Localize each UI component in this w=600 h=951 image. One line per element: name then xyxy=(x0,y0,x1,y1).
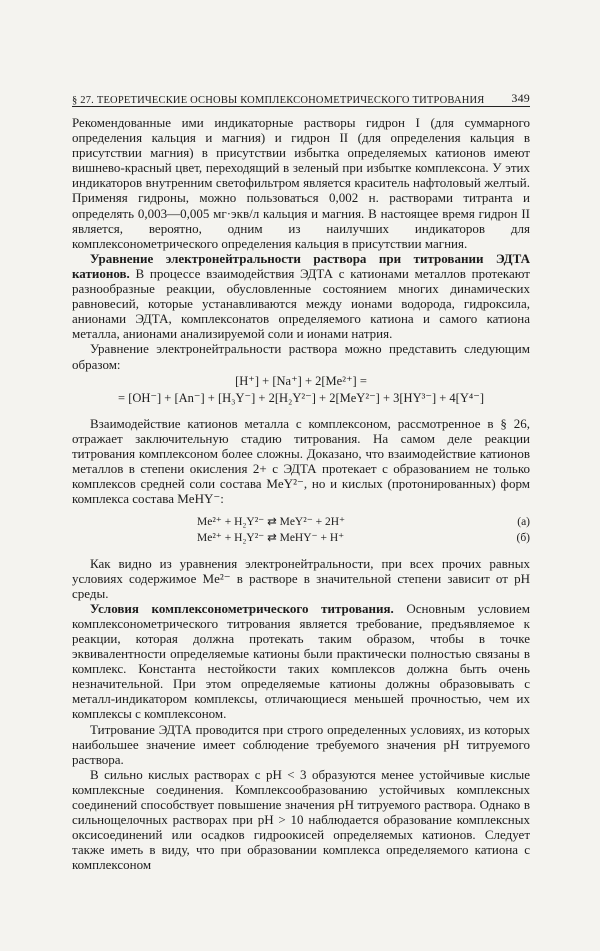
section-title: § 27. ТЕОРЕТИЧЕСКИЕ ОСНОВЫ КОМПЛЕКСОНОМЕТРИЧЕСКОГО ТИТРОВАНИЯ xyxy=(72,95,485,106)
paragraph: Рекомендованные ими индикаторные растворы гидрон I (для суммарного определения кальция и магния) и гидрон II (для определения кальция в присутствии магния) в присутствии избытка определяемых катионов имеют вишнево-красный цвет, переходящий в зеленый при избытке комплексона. У этих индикаторов внутренним светофильтром является краситель нафтоловый желтый. Применяя гидроны, можно пользоваться 0,002 н. растворами титранта и определять 0,003—0,005 мг·экв/л кальция и магния. В настоящее время гидрон II является, вероятно, одним из наилучших индикаторов для комплексонометрического определения кальция в присутствии магния. xyxy=(72,115,530,251)
reaction-a xyxy=(72,515,530,530)
paragraph: Как видно из уравнения электронейтральности, при всех прочих равных условиях содержимое Me²⁻ в растворе в значительной степени зависит от pH среды. xyxy=(72,555,530,601)
page-number: 349 xyxy=(511,91,530,105)
subheading: Уравнение электронейтральности раствора при титровании ЭДТА катионов. xyxy=(72,250,530,281)
running-header xyxy=(72,88,530,107)
reaction-label: (а) xyxy=(517,516,530,529)
paragraph-text: В процессе взаимодействия ЭДТА с катионами металлов протекают разнообразные реакции, обусловленные состоянием многих динамических равновесий, которые устанавливаются между ионами водорода, гидроксила, анионами ЭДТА, комплексонатов определяемого катиона и самого катиона металла, анионами анализируемой соли и ионами натрия. xyxy=(72,265,530,342)
paragraph-conditions xyxy=(72,601,530,722)
equation-line-2: = [OH⁻] + [An⁻] + [H₃Y⁻] + 2[H₂Y²⁻] + 2[MeY²⁻] + 3[HY³⁻] + 4[Y⁴⁻] xyxy=(118,390,484,405)
equation-line-1: [H⁺] + [Na⁺] + 2[Me²⁺] = xyxy=(235,373,367,388)
body-text xyxy=(72,115,530,873)
reaction-label: (б) xyxy=(516,532,530,545)
reaction-b xyxy=(72,531,530,546)
paragraph: Титрование ЭДТА проводится при строго определенных условиях, из которых наибольшее значение имеет соблюдение требуемого значения pH титруемого раствора. xyxy=(72,721,530,767)
paragraph-text: Основным условием комплексонометрического титрования является требование, предъявляемое к реакции, которая должна протекать таким образом, чтобы в точке эквивалентности определяемые катионы были практически полностью связаны в комплекс. Константа нестойкости таких комплексов должна быть очень незначительной. При этом определяемые катионы должны образовывать с металл-индикатором комплексы, отличающиеся меньшей прочностью, чем их комплексы с комплексоном. xyxy=(72,600,531,722)
paragraph-electroneutrality xyxy=(72,251,530,342)
paragraph: Взаимодействие катионов металла с комплексоном, рассмотренное в § 26, отражает заключительную стадию титрования. На самом деле реакции титрования комплексоном более сложны. Доказано, что взаимодействие катионов металлов в степени окисления 2+ с ЭДТА протекает с образованием не только комплексов средней соли состава MeY²⁻, но и кислых (протонированных) форм комплекса состава MeHY⁻: xyxy=(72,415,530,507)
paragraph: В сильно кислых растворах с pH < 3 образуются менее устойчивые кислые комплексные соединения. Комплексообразованию устойчивых комплексных соединений способствует повышение значения pH титруемого раствора. Однако в сильнощелочных растворах при pH > 10 наблюдается образование комплексных оксисоединений или осадков гидроокисей определяемых катионов. Следует также иметь в виду, что при образовании комплекса определяемого катиона с комплексоном xyxy=(72,766,530,873)
reaction-formula: Me²⁺ + H₂Y²⁻ ⇄ MeHY⁻ + H⁺ xyxy=(197,532,345,545)
paragraph: Уравнение электронейтральности раствора можно представить следующим образом: xyxy=(72,341,530,372)
reaction-formula: Me²⁺ + H₂Y²⁻ ⇄ MeY²⁻ + 2H⁺ xyxy=(197,516,346,529)
subheading: Условия комплексонометрического титрования. xyxy=(90,600,394,616)
